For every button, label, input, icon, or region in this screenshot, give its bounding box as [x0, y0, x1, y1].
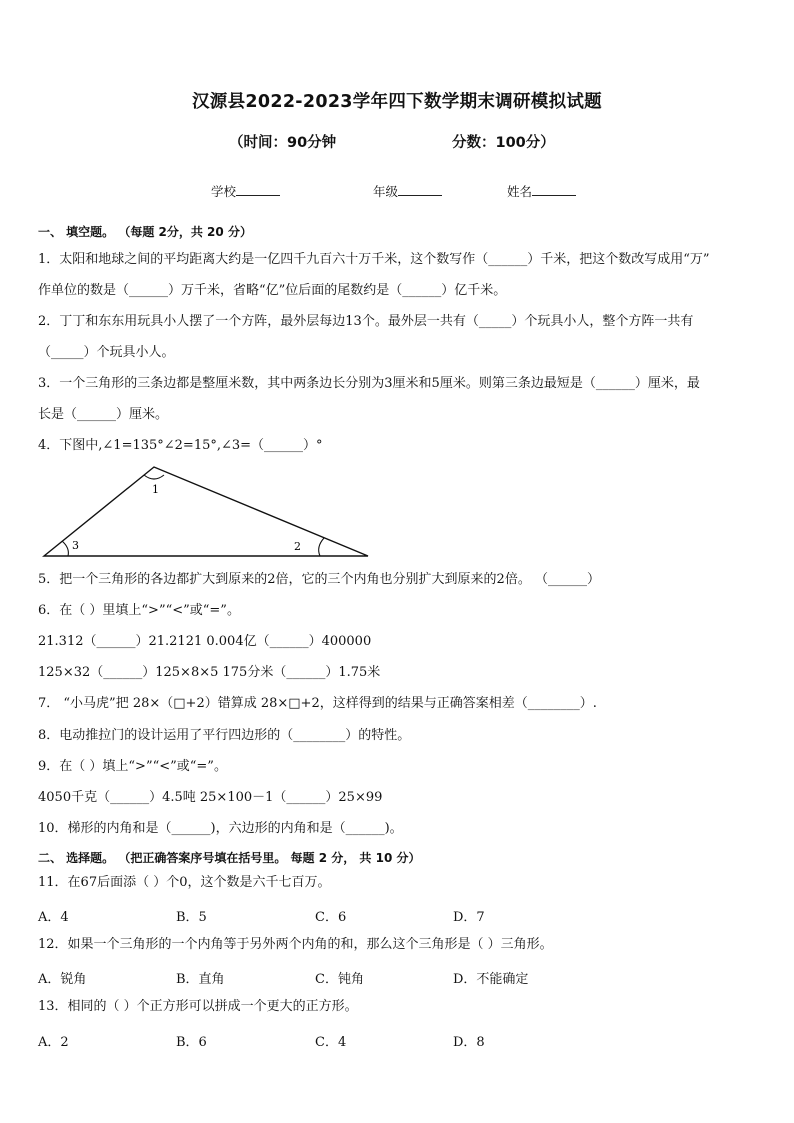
angle-3-arc [62, 541, 68, 556]
question-11-option-c[interactable]: C．6 [315, 910, 347, 925]
question-11-option-b[interactable]: B．5 [176, 910, 207, 925]
question-6-row-2: 125×32（______）125×8×5 175分米（______）1.75米 [38, 665, 381, 680]
question-11-option-a[interactable]: A．4 [38, 910, 69, 925]
triangle-figure [38, 461, 378, 561]
exam-time: （时间：90分钟 [229, 135, 337, 151]
question-3-line-2: 长是（______）厘米。 [38, 407, 169, 422]
name-label: 姓名 [507, 184, 533, 199]
question-3-line-1: 3．一个三角形的三条边都是整厘米数，其中两条边长分别为3厘米和5厘米。则第三条边最短是（______）厘米，最 [38, 376, 700, 391]
question-12-option-c[interactable]: C．钝角 [315, 972, 364, 987]
section-choice-title: 二、 选择题。 （把正确答案序号填在括号里。 每题 2 分， 共 10 分） [38, 851, 421, 865]
question-13-option-a[interactable]: A．2 [38, 1035, 69, 1050]
school-blank[interactable] [236, 183, 280, 196]
question-4: 4．下图中,∠1=135°∠2=15°,∠3=（______）° [38, 438, 323, 453]
grade-label: 年级 [373, 184, 399, 199]
question-2-line-2: （_____）个玩具小人。 [38, 345, 175, 360]
angle-2-label: 2 [294, 540, 301, 553]
question-12-option-a[interactable]: A．锐角 [38, 972, 87, 987]
section-fill-in-title: 一、 填空题。 （每题 2分，共 20 分） [38, 225, 252, 239]
question-1-line-2: 作单位的数是（______）万千米，省略“亿”位后面的尾数约是（______）亿千米。 [38, 283, 507, 298]
name-blank[interactable] [532, 183, 576, 196]
question-12-option-d[interactable]: D．不能确定 [453, 972, 529, 987]
question-13-option-c[interactable]: C．4 [315, 1035, 347, 1050]
school-label: 学校 [211, 184, 237, 199]
angle-1-arc [144, 475, 164, 479]
triangle-shape [44, 467, 368, 556]
name-field [507, 182, 576, 200]
angle-2-arc [319, 538, 324, 556]
question-13-option-d[interactable]: D．8 [453, 1035, 485, 1050]
question-6-row-1: 21.312（______）21.2121 0.004亿（______）400000 [38, 634, 372, 649]
question-9: 9．在（ ）填上“>”“<”或“=”。 [38, 759, 227, 774]
angle-1-label: 1 [152, 483, 159, 496]
exam-score: 分数：100分） [452, 135, 555, 151]
question-9-row-1: 4050千克（______）4.5吨 25×100－1（______）25×99 [38, 790, 383, 805]
question-10: 10．梯形的内角和是（______)，六边形的内角和是（______)。 [38, 821, 403, 836]
question-7: 7． “小马虎”把 28×（□+2）错算成 28×□+2，这样得到的结果与正确答案相差（________）. [38, 696, 597, 711]
angle-3-label: 3 [72, 539, 79, 552]
question-2-line-1: 2．丁丁和东东用玩具小人摆了一个方阵，最外层每边13个。最外层一共有（_____）个玩具小人，整个方阵一共有 [38, 314, 694, 329]
question-12-option-b[interactable]: B．直角 [176, 972, 225, 987]
question-5: 5．把一个三角形的各边都扩大到原来的2倍，它的三个内角也分别扩大到原来的2倍。 （______） [38, 572, 600, 587]
page-title: 汉源县2022-2023学年四下数学期末调研模拟试题 [192, 92, 602, 112]
question-1-line-1: 1．太阳和地球之间的平均距离大约是一亿四千九百六十万千米，这个数写作（______）千米，把这个数改写成用“万” [38, 252, 710, 267]
question-13: 13．相同的（ ）个正方形可以拼成一个更大的正方形。 [38, 999, 358, 1014]
question-6: 6．在（ ）里填上“>”“<”或“=”。 [38, 603, 240, 618]
grade-field [373, 182, 442, 200]
question-11: 11．在67后面添（ ）个0，这个数是六千七百万。 [38, 875, 331, 890]
question-13-option-b[interactable]: B．6 [176, 1035, 207, 1050]
question-11-option-d[interactable]: D．7 [453, 910, 485, 925]
question-8: 8．电动推拉门的设计运用了平行四边形的（________）的特性。 [38, 728, 411, 743]
question-12: 12．如果一个三角形的一个内角等于另外两个内角的和，那么这个三角形是（ ）三角形。 [38, 937, 553, 952]
school-field [211, 182, 280, 200]
grade-blank[interactable] [398, 183, 442, 196]
